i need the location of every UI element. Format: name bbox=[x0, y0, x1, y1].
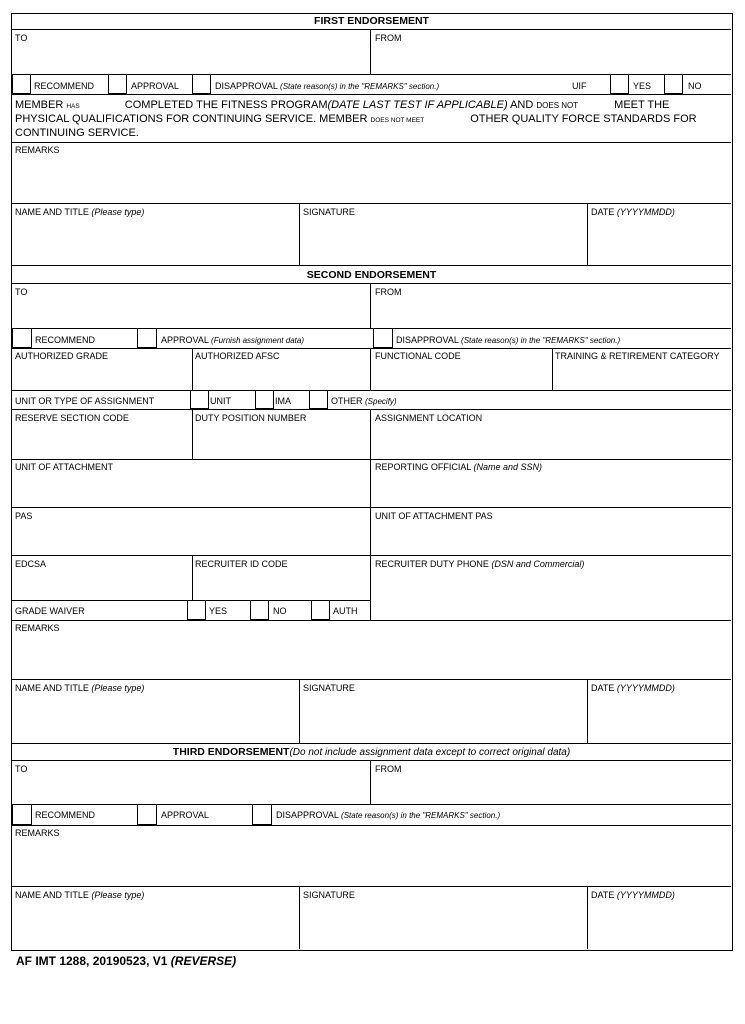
third-disapproval-label: DISAPPROVAL (State reason(s) in the "REMARKS" section.) bbox=[276, 810, 501, 820]
third-approval-checkbox[interactable] bbox=[137, 804, 157, 825]
second-recommend-checkbox[interactable] bbox=[12, 328, 32, 348]
third-signature-label: SIGNATURE bbox=[303, 890, 355, 900]
ima-checkbox[interactable] bbox=[255, 390, 274, 409]
second-from-label: FROM bbox=[375, 287, 402, 297]
first-approval-label: APPROVAL bbox=[131, 81, 179, 91]
member-statement-line2: PHYSICAL QUALIFICATIONS FOR CONTINUING SERVICE. MEMBER DOES NOT MEET OTHER QUALITY FORCE STANDARDS FOR bbox=[15, 113, 697, 125]
first-recommend-checkbox[interactable] bbox=[12, 74, 31, 94]
first-from-label: FROM bbox=[375, 33, 402, 43]
recruiter-id-code-label: RECRUITER ID CODE bbox=[195, 559, 288, 569]
first-to-label: TO bbox=[15, 33, 28, 43]
other-label: OTHER (Specify) bbox=[331, 396, 397, 406]
third-recommend-label: RECOMMEND bbox=[35, 810, 95, 820]
grade-waiver-auth-label: AUTH bbox=[333, 606, 358, 616]
third-date-label: DATE (YYYYMMDD) bbox=[591, 890, 675, 900]
ima-label: IMA bbox=[275, 396, 292, 406]
third-from-label: FROM bbox=[375, 764, 402, 774]
first-endorsement-header: FIRST ENDORSEMENT bbox=[314, 15, 429, 27]
first-disapproval-checkbox[interactable] bbox=[192, 74, 211, 94]
first-disapproval-label: DISAPPROVAL (State reason(s) in the "REMARKS" section.) bbox=[215, 81, 440, 91]
second-to-label: TO bbox=[15, 287, 28, 297]
functional-code-label: FUNCTIONAL CODE bbox=[375, 351, 461, 361]
reporting-official-label: REPORTING OFFICIAL (Name and SSN) bbox=[375, 462, 543, 472]
assignment-location-label: ASSIGNMENT LOCATION bbox=[375, 413, 483, 423]
first-date-label: DATE (YYYYMMDD) bbox=[591, 207, 675, 217]
grade-waiver-no-checkbox[interactable] bbox=[250, 600, 269, 620]
second-name-title-label: NAME AND TITLE (Please type) bbox=[15, 683, 145, 693]
second-approval-label: APPROVAL (Furnish assignment data) bbox=[161, 335, 304, 345]
second-disapproval-checkbox[interactable] bbox=[373, 328, 393, 348]
duty-position-number-label: DUTY POSITION NUMBER bbox=[195, 413, 307, 423]
unit-of-attachment-label: UNIT OF ATTACHMENT bbox=[15, 462, 113, 472]
third-disapproval-checkbox[interactable] bbox=[252, 804, 272, 825]
recruiter-duty-phone-label: RECRUITER DUTY PHONE (DSN and Commercial) bbox=[375, 559, 585, 569]
member-statement-line3: CONTINUING SERVICE. bbox=[15, 127, 139, 139]
second-signature-label: SIGNATURE bbox=[303, 683, 355, 693]
training-category-label: TRAINING & RETIREMENT CATEGORY bbox=[555, 351, 720, 361]
grade-waiver-auth-checkbox[interactable] bbox=[311, 600, 330, 620]
third-endorsement-header: THIRD ENDORSEMENT(Do not include assignment data except to correct original data) bbox=[172, 746, 571, 758]
edcsa-label: EDCSA bbox=[15, 559, 47, 569]
second-date-label: DATE (YYYYMMDD) bbox=[591, 683, 675, 693]
first-uif-yes-checkbox[interactable] bbox=[610, 74, 629, 94]
unit-checkbox[interactable] bbox=[190, 390, 209, 409]
first-signature-label: SIGNATURE bbox=[303, 207, 355, 217]
grade-waiver-yes-label: YES bbox=[209, 606, 228, 616]
unit-or-type-label: UNIT OR TYPE OF ASSIGNMENT bbox=[15, 396, 155, 406]
grade-waiver-label: GRADE WAIVER bbox=[15, 606, 85, 616]
grade-waiver-no-label: NO bbox=[273, 606, 287, 616]
second-disapproval-label: DISAPPROVAL (State reason(s) in the "REMARKS" section.) bbox=[396, 335, 621, 345]
first-recommend-label: RECOMMEND bbox=[34, 81, 94, 91]
member-statement-line1: MEMBER HAS COMPLETED THE FITNESS PROGRAM(DATE LAST TEST IF APPLICABLE) AND DOES NOT MEET THE bbox=[15, 99, 670, 111]
third-remarks-label: REMARKS bbox=[15, 828, 60, 838]
first-remarks-label: REMARKS bbox=[15, 145, 60, 155]
second-approval-checkbox[interactable] bbox=[137, 328, 157, 348]
first-uif-no-label: NO bbox=[688, 81, 702, 91]
third-to-label: TO bbox=[15, 764, 28, 774]
endorsement-form bbox=[11, 13, 733, 951]
third-approval-label: APPROVAL bbox=[161, 810, 209, 820]
pas-label: PAS bbox=[15, 511, 33, 521]
form-footer: AF IMT 1288, 20190523, V1 (REVERSE) bbox=[16, 954, 237, 968]
third-recommend-checkbox[interactable] bbox=[12, 804, 32, 825]
first-name-title-label: NAME AND TITLE (Please type) bbox=[15, 207, 145, 217]
authorized-grade-label: AUTHORIZED GRADE bbox=[15, 351, 109, 361]
other-checkbox[interactable] bbox=[309, 390, 328, 409]
second-remarks-label: REMARKS bbox=[15, 623, 60, 633]
authorized-afsc-label: AUTHORIZED AFSC bbox=[195, 351, 280, 361]
unit-of-attachment-pas-label: UNIT OF ATTACHMENT PAS bbox=[375, 511, 493, 521]
third-name-title-label: NAME AND TITLE (Please type) bbox=[15, 890, 145, 900]
unit-label: UNIT bbox=[210, 396, 231, 406]
first-uif-no-checkbox[interactable] bbox=[664, 74, 683, 94]
reserve-section-code-label: RESERVE SECTION CODE bbox=[15, 413, 129, 423]
first-approval-checkbox[interactable] bbox=[108, 74, 127, 94]
second-recommend-label: RECOMMEND bbox=[35, 335, 95, 345]
first-uif-yes-label: YES bbox=[633, 81, 652, 91]
grade-waiver-yes-checkbox[interactable] bbox=[187, 600, 206, 620]
second-endorsement-header: SECOND ENDORSEMENT bbox=[306, 269, 437, 281]
first-uif-label: UIF bbox=[572, 81, 587, 91]
